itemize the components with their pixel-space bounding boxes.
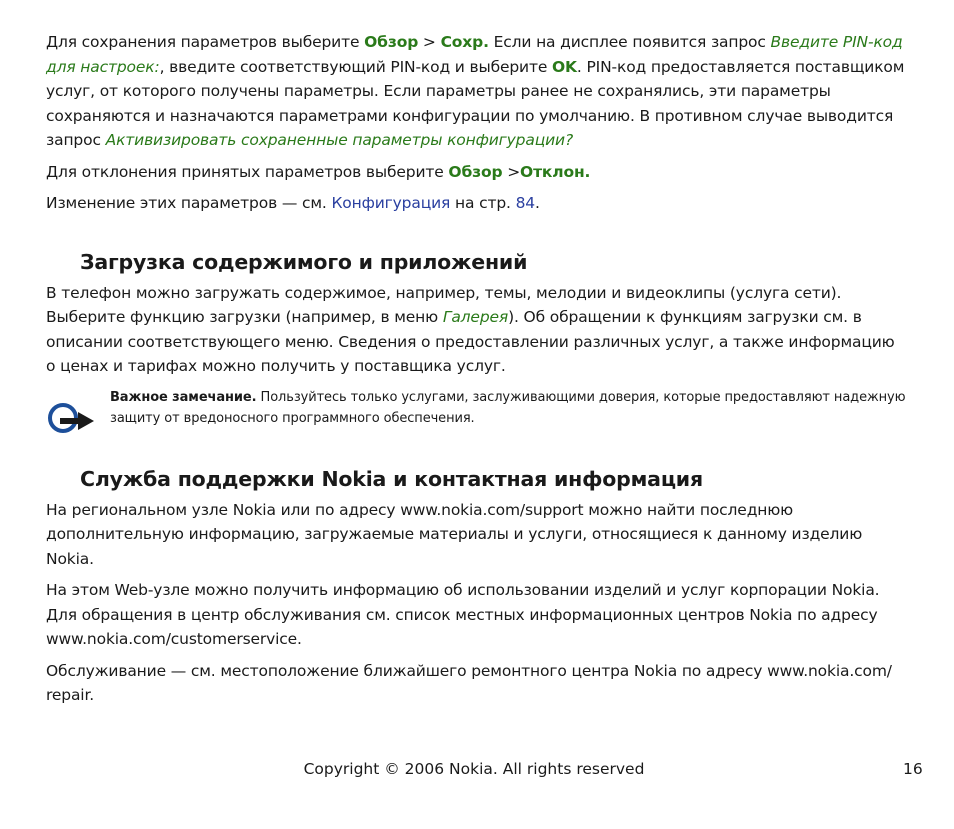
discard-settings-paragraph: [46, 160, 908, 185]
keyword-options: Обзор: [448, 162, 503, 181]
text-run: >: [502, 162, 521, 181]
text-run: Для сохранения параметров выберите: [46, 33, 365, 51]
prompt-enter-pin: Введите PIN-код для настроек:: [46, 33, 903, 76]
text-run: . PIN-код предоставляется поставщиком услуг, от которого получены параметры. Если параметры ранее не сохранялись, эти параметры сохраняются и назначаются параметрами конфигурации по умолчанию. В противном случае выводится запрос: [46, 57, 905, 149]
note-body: Пользуйтесь только услугами, заслуживающими доверия, которые предоставляют надежную защиту от вредоносного программного обеспечения.: [110, 389, 906, 426]
prompt-activate-settings: Активизировать сохраненные параметры конфигурации?: [105, 131, 574, 149]
page-number: 16: [903, 760, 923, 778]
keyword-save: Сохр.: [440, 33, 489, 51]
support-paragraph-2: На этом Web-узле можно получить информацию об использовании изделий и услуг корпорации Nokia. Для обращения в центр обслуживания см. список местных информационных центров Nokia по адресу www.nokia.com/customerservice.: [46, 581, 880, 648]
keyword-discard: Отклон.: [520, 162, 591, 181]
support-paragraph-1: На региональном узле Nokia или по адресу www.nokia.com/support можно найти последнюю дополнительную информацию, загружаемые материалы и услуги, относящиеся к данному изделию Nokia.: [46, 500, 863, 568]
text-run: , введите соответствующий PIN-код и выберите: [159, 57, 553, 76]
important-note-icon: [46, 387, 110, 441]
change-settings-paragraph: [46, 191, 908, 216]
text-run: на стр.: [450, 194, 516, 212]
copyright-text: Copyright © 2006 Nokia. All rights reserved: [303, 760, 645, 778]
text-run: Если на дисплее появится запрос: [488, 33, 771, 51]
important-note-text: [110, 387, 908, 430]
important-note: [46, 387, 908, 441]
downloads-paragraph: [46, 281, 908, 379]
text-run: >: [418, 33, 441, 51]
keyword-ok: OK: [552, 57, 577, 76]
text-run: ). Об обращении к функциям загрузки см. в описании соответствующего меню. Сведения о предоставлении различных услуг, а также информацию о ценах и тарифах можно получить у поставщика услуг.: [46, 308, 895, 375]
page-content: [46, 30, 908, 708]
text-run: В телефон можно загружать содержимое, например, темы, мелодии и видеоклипы (услуга сети). Выберите функцию загрузки (например, в меню: [46, 283, 842, 326]
text-run: Для отклонения принятых параметров выберите: [46, 162, 449, 181]
page-link[interactable]: 84: [515, 194, 536, 212]
section-heading-support: Служба поддержки Nokia и контактная информация: [80, 466, 703, 491]
text-run: Изменение этих параметров — см.: [46, 194, 332, 212]
gallery-menu-name: Галерея: [442, 308, 509, 326]
keyword-options: Обзор: [364, 33, 419, 51]
text-run: .: [535, 194, 540, 212]
note-label: Важное замечание.: [110, 389, 257, 405]
section-heading-downloads: Загрузка содержимого и приложений: [80, 249, 528, 274]
support-paragraph-3: Обслуживание — см. местоположение ближайшего ремонтного центра Nokia по адресу www.nokia.com/ repair.: [46, 661, 892, 704]
configuration-link[interactable]: Конфигурация: [331, 194, 451, 212]
save-settings-paragraph: [46, 30, 908, 153]
